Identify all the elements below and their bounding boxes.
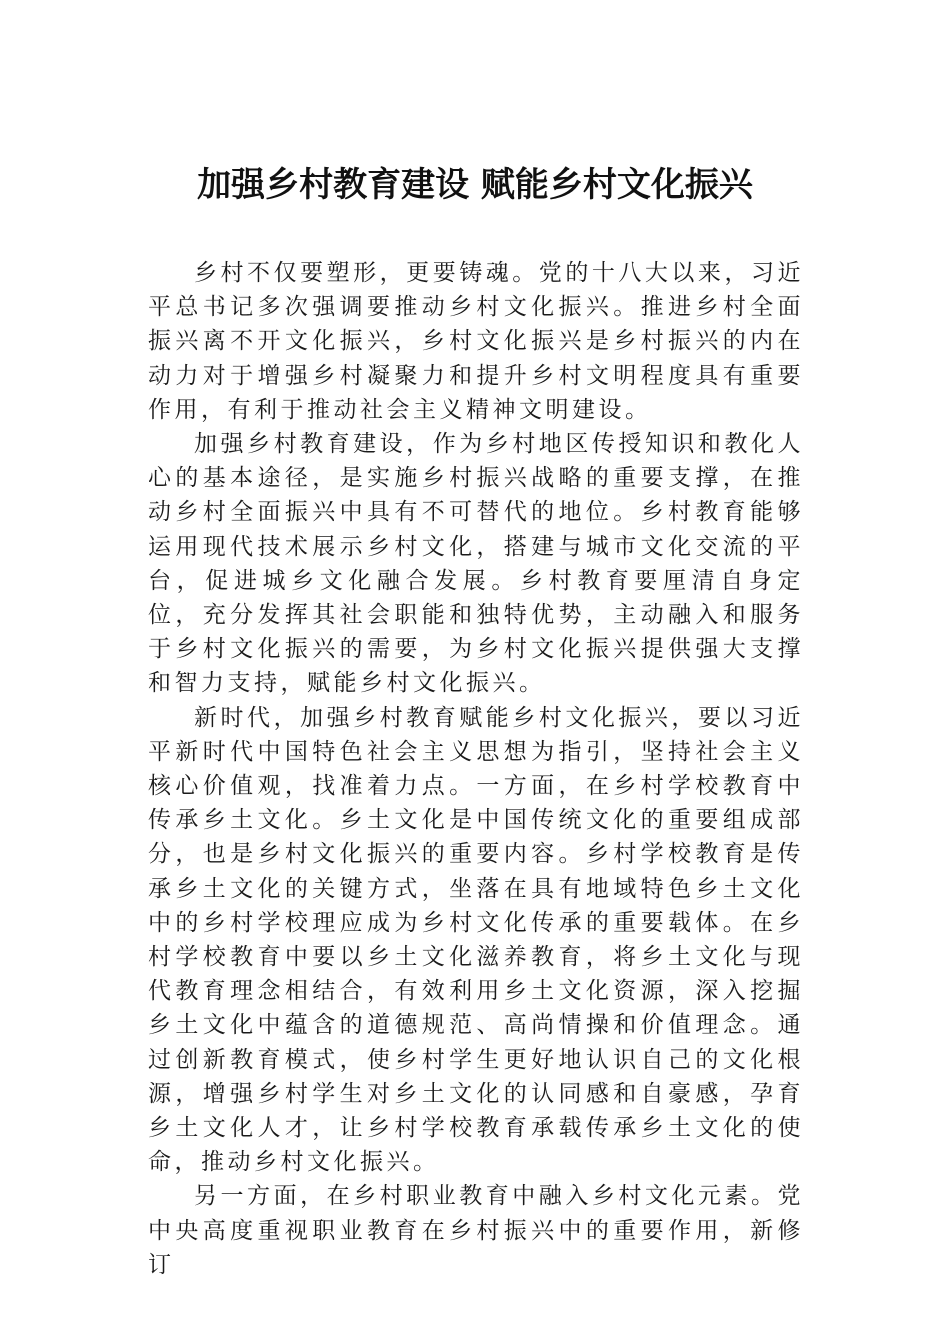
paragraph: 新时代，加强乡村教育赋能乡村文化振兴，要以习近平新时代中国特色社会主义思想为指引，坚持社会主义核心价值观，找准着力点。一方面，在乡村学校教育中传承乡土文化。乡土文化是中国传统文化的重要组成部分，也是乡村文化振兴的重要内容。乡村学校教育是传承乡土文化的关键方式，坐落在具有地域特色乡土文化中的乡村学校理应成为乡村文化传承的重要载体。在乡村学校教育中要以乡土文化滋养教育，将乡土文化与现代教育理念相结合，有效利用乡土文化资源，深入挖掘乡土文化中蕴含的道德规范、高尚情操和价值理念。通过创新教育模式，使乡村学生更好地认识自己的文化根源，增强乡村学生对乡土文化的认同感和自豪感，孕育乡土文化人才，让乡村学校教育承载传承乡土文化的使命，推动乡村文化振兴。 [148, 704, 804, 1176]
document-body [148, 256, 804, 1282]
paragraph: 加强乡村教育建设，作为乡村地区传授知识和教化人心的基本途径，是实施乡村振兴战略的重要支撑，在推动乡村全面振兴中具有不可替代的地位。乡村教育能够运用现代技术展示乡村文化，搭建与城市文化交流的平台，促进城乡文化融合发展。乡村教育要厘清自身定位，充分发挥其社会职能和独特优势，主动融入和服务于乡村文化振兴的需要，为乡村文化振兴提供强大支撑和智力支持，赋能乡村文化振兴。 [148, 431, 804, 697]
paragraph: 另一方面，在乡村职业教育中融入乡村文化元素。党中央高度重视职业教育在乡村振兴中的重要作用，新修订 [148, 1183, 804, 1278]
document-title: 加强乡村教育建设 赋能乡村文化振兴 [197, 165, 753, 205]
paragraph: 乡村不仅要塑形，更要铸魂。党的十八大以来，习近平总书记多次强调要推动乡村文化振兴。推进乡村全面振兴离不开文化振兴，乡村文化振兴是乡村振兴的内在动力对于增强乡村凝聚力和提升乡村文明程度具有重要作用，有利于推动社会主义精神文明建设。 [148, 260, 804, 423]
